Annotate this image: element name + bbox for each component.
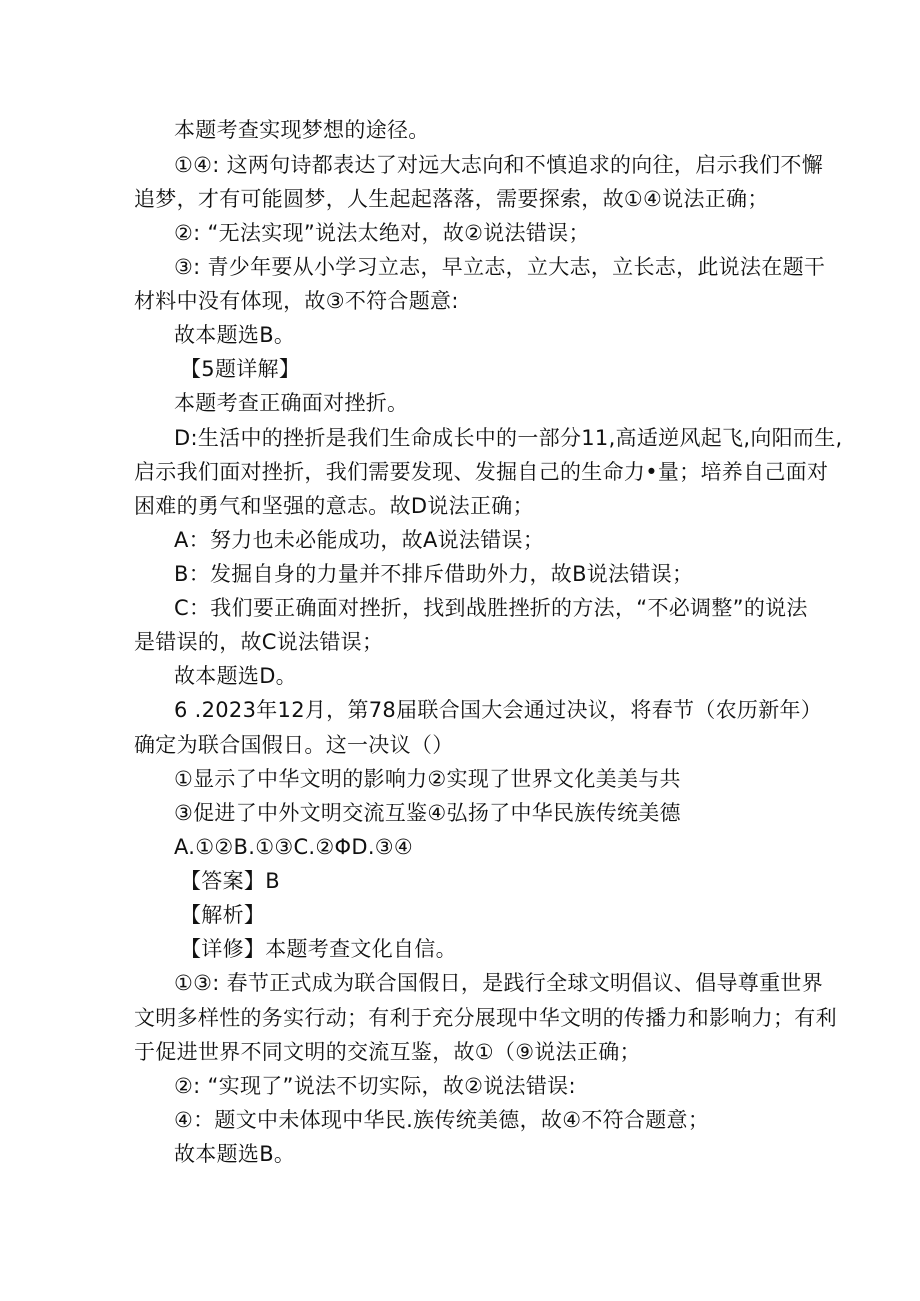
text-line: ③: 青少年要从小学习立志，早立志，立大志，立长志，此说法在题干 (174, 255, 826, 279)
question-stem: 6 .2023年12月，第78届联合国大会通过决议，将春节（农历新年） (174, 698, 823, 722)
question-stem: 确定为联合国假日。这一决议（） (134, 733, 454, 757)
text-line: ①④: 这两句诗都表达了对远大志向和不慎追求的向往，启示我们不懈 (174, 153, 823, 177)
text-line: ②: “实现了”说法不切实际，故②说法错误: (174, 1074, 576, 1098)
text-line: ②: “无法实现”说法太绝对，故②说法错误； (174, 221, 590, 245)
analysis-label: 【解析】 (180, 903, 266, 927)
text-line: D:生活中的挫折是我们生命成长中的一部分11,高适逆风起飞,向阳而生, (174, 426, 843, 450)
text-line: 文明多样性的务实行动；有利于充分展现中华文明的传播力和影响力；有利 (134, 1006, 837, 1030)
text-line: 困难的勇气和坚强的意志。故D说法正确； (134, 494, 534, 518)
text-line: 追梦，才有可能圆梦，人生起起落落，需要探索，故①④说法正确； (134, 187, 769, 211)
section-heading: 【5题详解】 (180, 357, 301, 381)
text-line: 材料中没有体现，故③不符合题意: (134, 289, 459, 313)
answer-label: 【答案】B (180, 869, 280, 893)
text-line: 是错误的，故C说法错误； (134, 630, 384, 654)
answer-choices: A.①②B.①③C.②ΦD.③④ (174, 835, 414, 859)
text-line: 于促进世界不同文明的交流互鉴，故①（⑨说法正确； (134, 1040, 641, 1064)
question-option: ③促进了中外文明交流互鉴④弘扬了中华民族传统美德 (174, 801, 681, 825)
text-line: 本题考查正确面对挫折。 (174, 391, 409, 415)
text-line: ①③: 春节正式成为联合国假日，是践行全球文明倡议、倡导尊重世界 (174, 971, 823, 995)
text-line: 启示我们面对挫折，我们需要发现、发掘自己的生命力•量；培养自己面对 (134, 460, 829, 484)
text-line: 故本题选B。 (174, 1142, 296, 1166)
text-line: 本题考查实现梦想的途径。 (174, 118, 430, 142)
text-line: 故本题选B。 (174, 323, 296, 347)
detail-label: 【详修】本题考查文化自信。 (180, 937, 457, 961)
text-line: C：我们要正确面对挫折，找到战胜挫折的方法，“不必调整”的说法 (174, 596, 808, 620)
text-line: ④：题文中未体现中华民.族传统美德，故④不符合题意； (174, 1108, 710, 1132)
question-option: ①显示了中华文明的影响力②实现了世界文化美美与共 (174, 767, 681, 791)
text-line: A：努力也未必能成功，故A说法错误； (174, 528, 545, 552)
text-line: B：发掘自身的力量并不排斥借助外力，故B说法错误； (174, 562, 694, 586)
text-line: 故本题选D。 (174, 664, 297, 688)
